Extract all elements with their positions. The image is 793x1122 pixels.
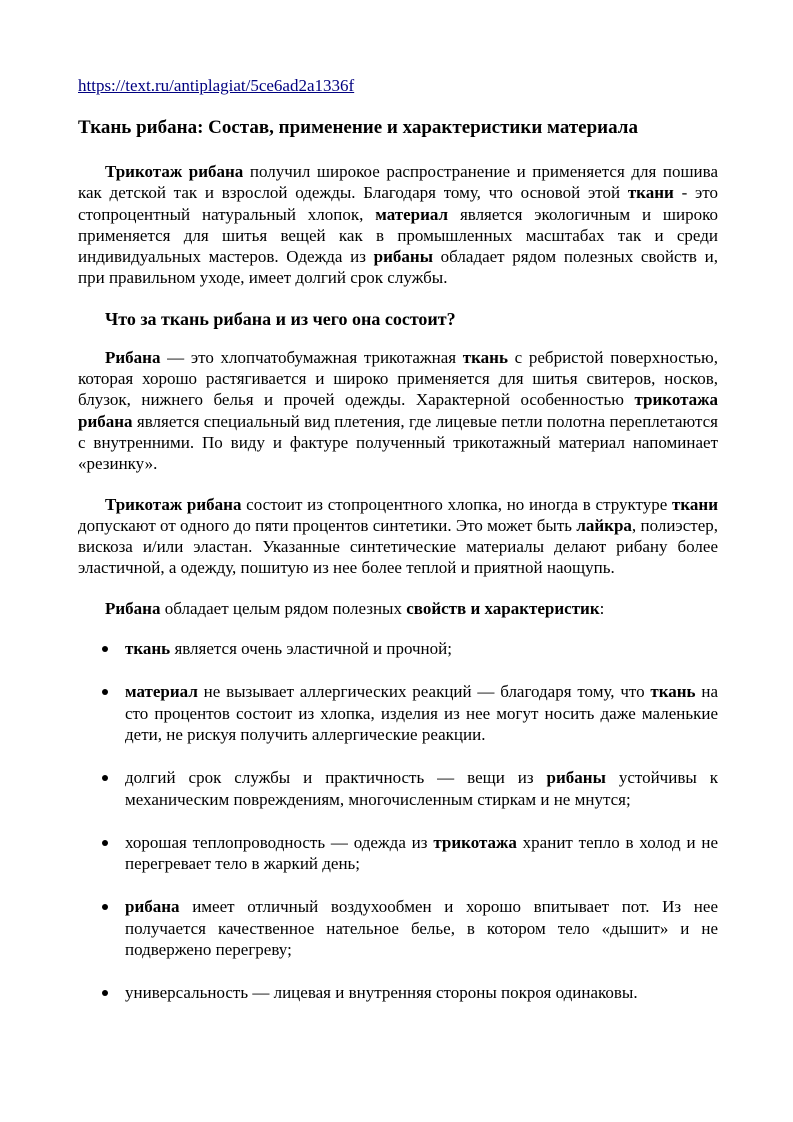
list-item-text: является очень эластичной и прочной; <box>170 639 452 659</box>
bold-term: трикотажа <box>433 832 517 852</box>
document-title: Ткань рибана: Состав, применение и характеристики материала <box>78 117 638 138</box>
bold-term: Трикотаж рибана <box>105 494 242 514</box>
list-item-text: хранит тепло в холод и не перегревает тело в жаркий день; <box>125 832 718 874</box>
bold-term: ткани <box>627 183 674 203</box>
list-item <box>78 896 718 960</box>
list-item <box>78 638 718 659</box>
intro-paragraph <box>78 161 718 289</box>
list-item-text: не вызывает аллергических реакций — благодаря тому, что <box>197 682 651 702</box>
list-item <box>78 982 718 1003</box>
paragraph-text: с ребристой поверхностью, которая хорошо растягивается и широко применяется для шитья свитеров, носков, блузок, нижнего белья и прочей одежды. Характерной особенностью <box>78 347 718 410</box>
bold-term: Рибана <box>105 598 161 618</box>
bold-term: ткань <box>650 682 696 702</box>
bullet-icon <box>102 904 108 910</box>
paragraph-text: , полиэстер, вискоза и/или эластан. Указанные синтетические материалы делают рибану более эластичной, а одежду, пошитую из нее более теплой и приятной наощупь. <box>78 515 718 578</box>
list-item-text: на сто процентов состоит из хлопка, изделия из нее могут носить даже маленькие дети, не рискуя получить аллергические реакции. <box>125 682 718 744</box>
bullet-icon <box>102 775 108 781</box>
list-item-text: хорошая теплопроводность — одежда из <box>125 832 434 852</box>
bold-term: трикотажа рибана <box>78 390 718 431</box>
paragraph-text: обладает рядом полезных свойств и, при правильном уходе, имеет долгий срок службы. <box>78 247 718 288</box>
bullet-icon <box>102 840 108 846</box>
list-item-text: имеет отличный воздухообмен и хорошо впитывает пот. Из нее получается качественное нательное белье, в котором тело «дышит» и не подвержено перегреву; <box>125 897 718 960</box>
properties-list <box>78 638 718 1004</box>
bold-term: рибана <box>125 897 180 917</box>
section-heading: Что за ткань рибана и из чего она состоит? <box>105 308 456 329</box>
list-item <box>78 832 718 875</box>
bold-term: свойств и характеристик <box>406 598 600 618</box>
bold-term: ткань <box>462 347 508 367</box>
paragraph-text: обладает целым рядом полезных <box>160 598 407 618</box>
bold-term: рибаны <box>373 247 433 267</box>
bold-term: ткань <box>125 639 171 659</box>
bold-term: ткани <box>672 494 718 514</box>
bold-term: Трикотаж рибана <box>105 162 244 181</box>
paragraph-text: является экологичным и широко применяется для шитья вещей как в промышленных масштабах так и среди индивидуальных мастеров. Одежда из <box>78 204 718 267</box>
paragraph-text: получил широкое распространение и применяется для пошива как детской так и взрослой одежды. Благодаря тому, что основой этой <box>78 162 718 203</box>
list-item-text: устойчивы к механическим повреждениям, многочисленным стиркам и не мнутся; <box>125 768 718 809</box>
list-item-text: долгий срок службы и практичность — вещи из <box>125 768 547 788</box>
paragraph-text: состоит из стопроцентного хлопка, но иногда в структуре <box>241 494 673 514</box>
composition-paragraph <box>78 494 718 579</box>
document-page <box>78 75 718 1004</box>
bullet-icon <box>102 646 108 652</box>
bold-term: материал <box>375 204 449 224</box>
bullet-icon <box>102 990 108 996</box>
paragraph-text: допускают от одного до пяти процентов синтетики. Это может быть <box>78 515 577 535</box>
properties-intro <box>78 598 718 619</box>
definition-paragraph <box>78 347 718 475</box>
list-item <box>78 767 718 810</box>
list-item <box>78 681 718 745</box>
bold-term: материал <box>125 682 198 702</box>
paragraph-text: - это стопроцентный натуральный хлопок, <box>78 183 718 224</box>
bold-term: рибаны <box>546 768 606 788</box>
source-link[interactable]: https://text.ru/antiplagiat/5ce6ad2a1336f <box>78 76 355 95</box>
list-item-text: универсальность — лицевая и внутренняя стороны покроя одинаковы. <box>125 983 638 1003</box>
bold-term: Рибана <box>105 347 161 367</box>
bullet-icon <box>102 689 108 695</box>
paragraph-text: является специальный вид плетения, где лицевые петли полотна переплетаются с внутренними. По виду и фактуре полученный трикотажный материал напоминает «резинку». <box>78 411 718 474</box>
bold-term: лайкра <box>576 515 632 535</box>
paragraph-text: — это хлопчатобумажная трикотажная <box>160 347 463 367</box>
paragraph-text: : <box>599 598 605 618</box>
